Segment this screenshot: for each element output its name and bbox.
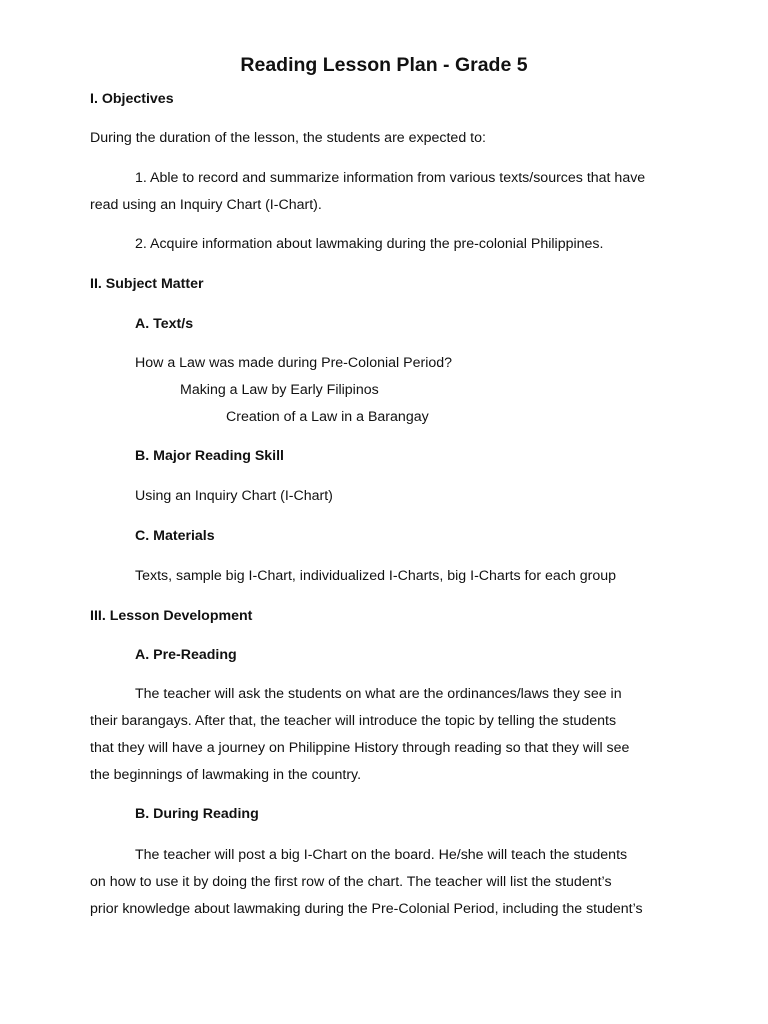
pre-reading-line-4: the beginnings of lawmaking in the country. <box>90 767 362 783</box>
reading-skill-heading: B. Major Reading Skill <box>135 448 284 464</box>
during-reading-line-1: The teacher will post a big I-Chart on the board. He/she will teach the students <box>135 847 628 863</box>
pre-reading-line-3: that they will have a journey on Philippine History through reading so that they will see <box>90 740 630 756</box>
lesson-development-heading: III. Lesson Development <box>90 608 253 624</box>
pre-reading-heading: A. Pre-Reading <box>135 647 237 663</box>
objective-2: 2. Acquire information about lawmaking during the pre-colonial Philippines. <box>135 236 604 252</box>
objectives-heading: I. Objectives <box>90 91 174 107</box>
reading-skill-text: Using an Inquiry Chart (I-Chart) <box>135 488 333 504</box>
during-reading-heading: B. During Reading <box>135 806 259 822</box>
objectives-intro: During the duration of the lesson, the students are expected to: <box>90 130 486 146</box>
texts-heading: A. Text/s <box>135 316 194 332</box>
objective-1-line-2: read using an Inquiry Chart (I-Chart). <box>90 197 322 213</box>
page-title: Reading Lesson Plan - Grade 5 <box>240 54 528 76</box>
pre-reading-line-1: The teacher will ask the students on what are the ordinances/laws they see in <box>135 686 622 702</box>
during-reading-line-2: on how to use it by doing the first row of the chart. The teacher will list the student’s <box>90 874 612 890</box>
during-reading-line-3: prior knowledge about lawmaking during the Pre-Colonial Period, including the student’s <box>90 901 643 917</box>
materials-text: Texts, sample big I-Chart, individualized I-Charts, big I-Charts for each group <box>135 568 617 584</box>
text-line-3: Creation of a Law in a Barangay <box>226 409 429 425</box>
subject-matter-heading: II. Subject Matter <box>90 276 204 292</box>
materials-heading: C. Materials <box>135 528 215 544</box>
text-line-2: Making a Law by Early Filipinos <box>180 382 379 398</box>
objective-1-line-1: 1. Able to record and summarize information from various texts/sources that have <box>135 170 646 186</box>
text-line-1: How a Law was made during Pre-Colonial Period? <box>135 355 453 371</box>
pre-reading-line-2: their barangays. After that, the teacher will introduce the topic by telling the students <box>90 713 617 729</box>
